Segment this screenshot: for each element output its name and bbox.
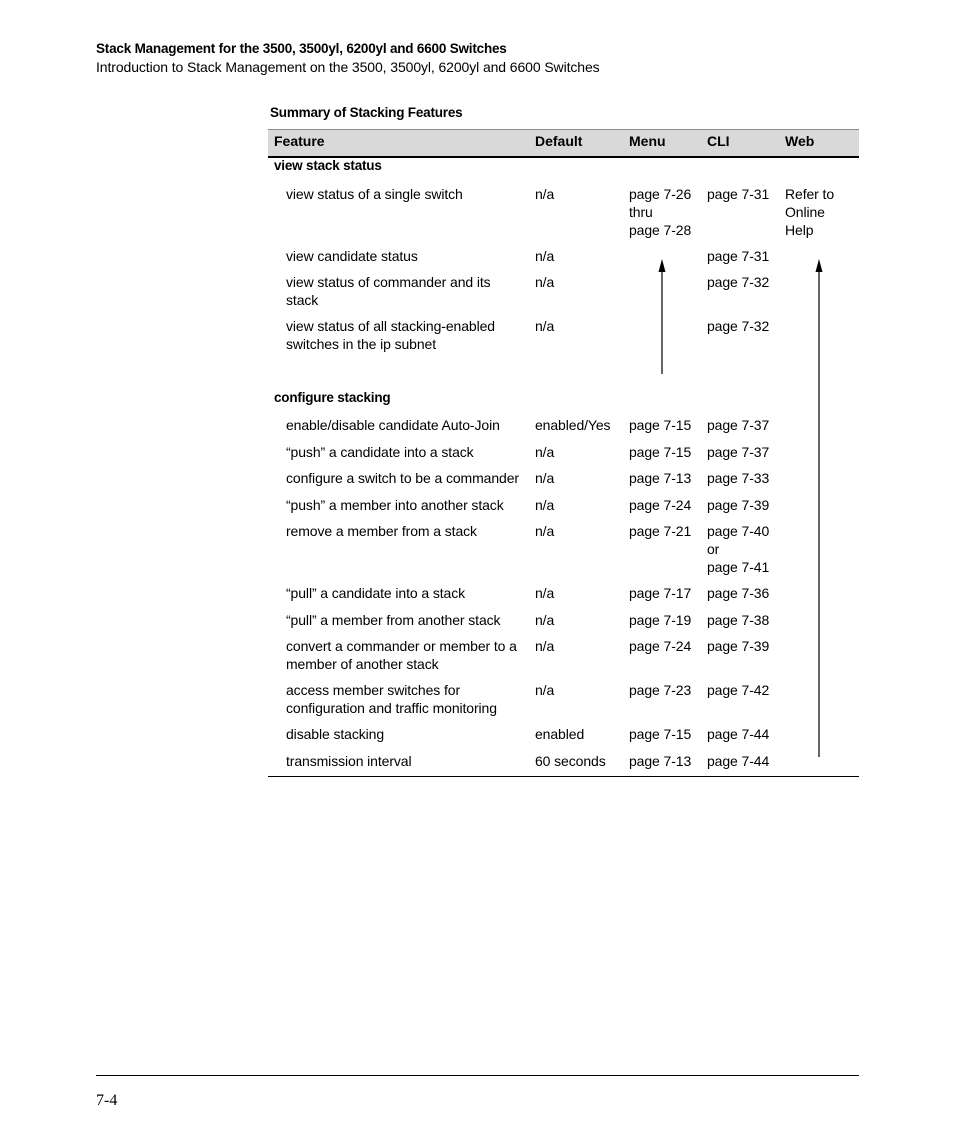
default-cell: enabled/Yes [535,417,611,433]
cli-cell: page 7-39 [707,497,770,513]
menu-cell: page 7-19 [629,612,692,628]
feature-cell: view candidate status [286,248,418,264]
default-cell: n/a [535,682,555,698]
cli-cell: page 7-37 [707,444,770,460]
default-cell: n/a [535,248,555,264]
feature-cell: enable/disable candidate Auto-Join [286,417,500,433]
web-cell: Refer to [785,186,834,202]
cli-cell: page 7-32 [707,318,770,334]
cli-cell: page 7-37 [707,417,770,433]
footer-rule [96,1075,859,1076]
default-cell: n/a [535,318,555,334]
cli-cell: page 7-32 [707,274,770,290]
default-cell: n/a [535,274,555,290]
default-cell: n/a [535,638,555,654]
menu-cell: page 7-15 [629,417,692,433]
menu-cell: page 7-15 [629,444,692,460]
feature-cell: switches in the ip subnet [286,336,437,352]
menu-cell: page 7-13 [629,470,692,486]
web-cell: Help [785,222,814,238]
default-cell: n/a [535,470,555,486]
feature-cell: configuration and traffic monitoring [286,700,497,716]
default-cell: enabled [535,726,585,742]
feature-cell: “pull” a member from another stack [286,612,501,628]
cli-cell: page 7-31 [707,186,770,202]
column-header-menu: Menu [629,133,666,149]
menu-cell: page 7-26 [629,186,692,202]
feature-cell: transmission interval [286,753,412,769]
feature-cell: stack [286,292,319,308]
web-cell: Online [785,204,825,220]
cli-cell: or [707,541,720,557]
cli-cell: page 7-31 [707,248,770,264]
cli-cell: page 7-33 [707,470,770,486]
default-cell: n/a [535,497,555,513]
feature-cell: convert a commander or member to a [286,638,517,654]
column-header-web: Web [785,133,815,149]
cli-cell: page 7-38 [707,612,770,628]
table-caption: Summary of Stacking Features [270,105,463,120]
section-title: view stack status [274,158,382,173]
cli-cell: page 7-39 [707,638,770,654]
menu-cell: page 7-24 [629,638,692,654]
default-cell: n/a [535,444,555,460]
cli-cell: page 7-40 [707,523,770,539]
column-header-default: Default [535,133,583,149]
menu-cell: page 7-28 [629,222,692,238]
default-cell: n/a [535,523,555,539]
feature-cell: member of another stack [286,656,439,672]
cli-cell: page 7-41 [707,559,770,575]
cli-cell: page 7-44 [707,726,770,742]
cli-cell: page 7-42 [707,682,770,698]
menu-cell: page 7-24 [629,497,692,513]
feature-cell: view status of all stacking-enabled [286,318,495,334]
column-header-feature: Feature [274,133,325,149]
feature-cell: remove a member from a stack [286,523,477,539]
menu-cell: page 7-13 [629,753,692,769]
running-header-subtitle: Introduction to Stack Management on the 3500, 3500yl, 6200yl and 6600 Switches [96,59,600,75]
cli-cell: page 7-44 [707,753,770,769]
feature-cell: “pull” a candidate into a stack [286,585,466,601]
feature-cell: “push” a candidate into a stack [286,444,474,460]
menu-cell: page 7-21 [629,523,692,539]
default-cell: n/a [535,186,555,202]
cli-cell: page 7-36 [707,585,770,601]
web-column-up-arrow [816,259,823,757]
feature-cell: view status of a single switch [286,186,463,202]
table-bottom-rule [268,776,859,777]
column-header-cli: CLI [707,133,730,149]
section-title: configure stacking [274,390,391,405]
running-header-title: Stack Management for the 3500, 3500yl, 6200yl and 6600 Switches [96,41,507,56]
feature-cell: configure a switch to be a commander [286,470,519,486]
feature-cell: view status of commander and its [286,274,491,290]
feature-cell: “push” a member into another stack [286,497,504,513]
feature-cell: disable stacking [286,726,385,742]
menu-cell: page 7-23 [629,682,692,698]
menu-cell: page 7-15 [629,726,692,742]
default-cell: n/a [535,585,555,601]
menu-cell: page 7-17 [629,585,692,601]
default-cell: 60 seconds [535,753,606,769]
default-cell: n/a [535,612,555,628]
feature-cell: access member switches for [286,682,461,698]
menu-cell: thru [629,204,653,220]
menu-column-up-arrow [659,259,666,374]
page-number: 7-4 [96,1092,118,1109]
